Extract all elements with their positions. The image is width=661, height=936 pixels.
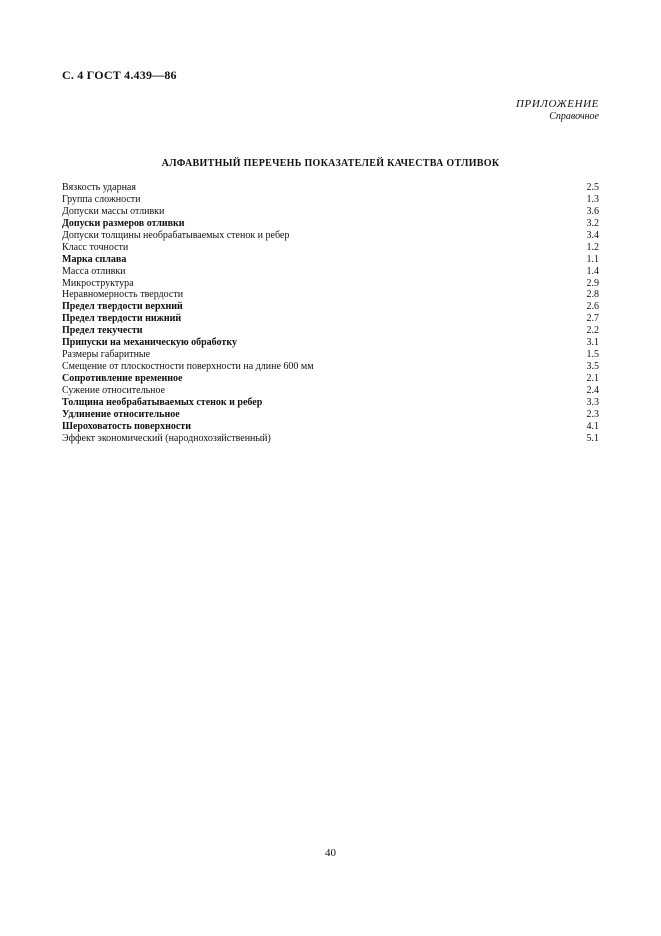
page-header: С. 4 ГОСТ 4.439—86 [62,68,177,82]
list-item [62,278,599,290]
index-ref: 1.1 [586,253,599,265]
index-ref: 2.1 [586,373,599,384]
index-term: Вязкость ударная [62,182,136,193]
index-ref: 3.1 [586,337,599,349]
index-ref: 2.3 [586,408,599,420]
index-ref: 3.4 [586,229,599,241]
list-item [62,385,599,397]
index-term: Неравномерность твердости [62,289,184,301]
list-item [62,409,599,421]
index-term: Размеры габаритные [62,349,151,361]
list-item [62,373,599,385]
index-ref: 1.2 [586,241,599,253]
list-item [62,266,599,278]
list-item [62,182,599,194]
index-term: Сопротивление временное [62,373,183,384]
index-term: Смещение от плоскостности поверхности на длине 600 мм [62,361,314,373]
list-item [62,397,599,409]
index-ref: 2.5 [586,182,599,193]
index-ref: 3.6 [586,205,599,217]
list-item [62,206,599,218]
index-ref: 5.1 [586,432,599,444]
index-ref: 3.5 [586,361,599,373]
list-item [62,289,599,301]
index-ref: 1.5 [586,349,599,361]
index-term: Припуски на механическую обработку [62,337,237,349]
list-item [62,230,599,242]
list-item [62,433,599,445]
index-term: Допуски размеров отливки [62,217,185,229]
list-item [62,325,599,337]
list-item [62,242,599,254]
index-term: Сужение относительное [62,384,166,396]
index-term: Толщина необрабатываемых стенок и ребер [62,396,263,408]
list-item [62,361,599,373]
index-term: Допуски толщины необрабатываемых стенок и ребер [62,229,290,241]
list-item [62,301,599,313]
page-number: 40 [325,847,336,859]
index-term: Марка сплава [62,253,127,265]
section-title: АЛФАВИТНЫЙ ПЕРЕЧЕНЬ ПОКАЗАТЕЛЕЙ КАЧЕСТВА ОТЛИВОК [161,158,500,169]
index-ref: 2.7 [586,313,599,325]
index-term: Предел твердости верхний [62,301,183,313]
list-item [62,194,599,206]
index-term: Группа сложности [62,193,141,205]
list-item [62,254,599,266]
index-term: Предел твердости нижний [62,313,182,325]
index-term: Микроструктура [62,277,134,289]
index-ref: 2.8 [586,289,599,301]
appendix-title: ПРИЛОЖЕНИЕ [516,98,599,110]
index-term: Удлинение относительное [62,408,180,420]
index-ref: 2.6 [586,301,599,313]
index-ref: 1.4 [586,265,599,277]
list-item [62,349,599,361]
appendix-label [516,98,599,123]
list-item [62,337,599,349]
list-item [62,313,599,325]
index-term: Класс точности [62,241,129,253]
index-term: Допуски массы отливки [62,205,165,217]
index-term: Масса отливки [62,265,126,277]
index-ref: 3.3 [586,396,599,408]
index-term: Эффект экономический (народнохозяйственный) [62,432,271,444]
index-list [62,182,599,445]
index-ref: 3.2 [586,217,599,229]
appendix-subtitle: Справочное [549,111,599,122]
index-ref: 1.3 [586,193,599,205]
index-ref: 2.2 [586,325,599,337]
index-term: Предел текучести [62,325,143,337]
list-item [62,421,599,433]
index-ref: 4.1 [586,420,599,432]
list-item [62,218,599,230]
index-ref: 2.4 [586,384,599,396]
index-term: Шероховатость поверхности [62,420,191,432]
index-ref: 2.9 [586,277,599,289]
